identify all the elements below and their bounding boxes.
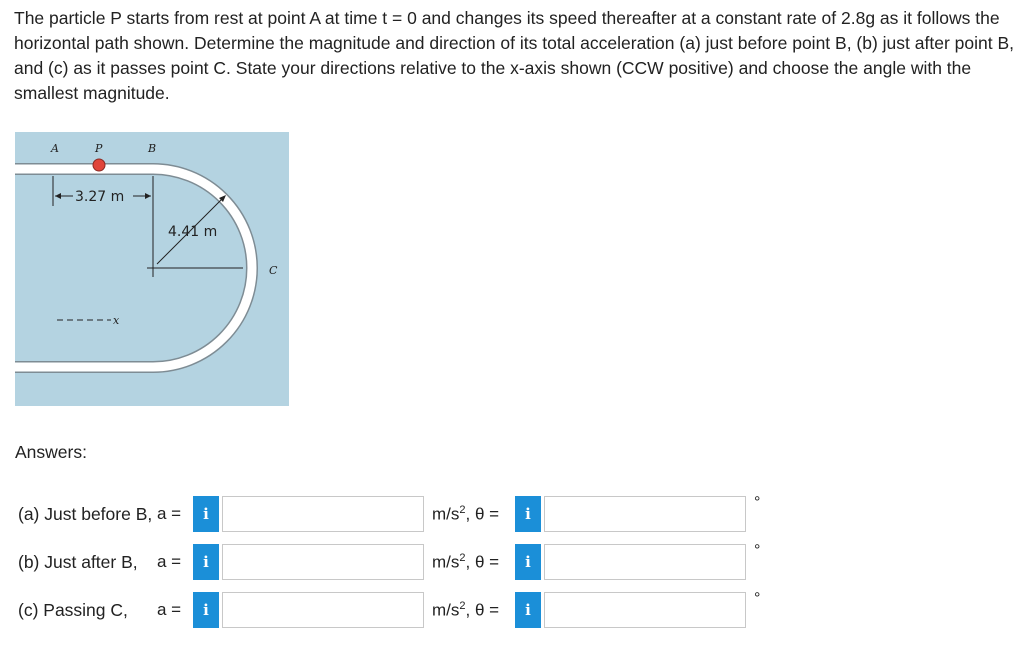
label-x-axis: x: [113, 314, 120, 327]
particle-p: [93, 159, 105, 171]
info-button[interactable]: i: [193, 544, 219, 580]
theta-input[interactable]: [544, 592, 746, 628]
label-a: A: [51, 142, 59, 155]
unit-theta-label: $m/s^2$, θ =: [432, 552, 500, 572]
label-b: B: [148, 142, 157, 155]
dimension-radius: 4.41 m: [168, 224, 218, 240]
a-equals-label: a =: [157, 552, 182, 571]
acceleration-input[interactable]: [222, 496, 424, 532]
a-equals-label: a =: [157, 504, 182, 523]
acceleration-input[interactable]: [222, 544, 424, 580]
a-equals-label: a =: [157, 600, 182, 619]
answer-row-b: [0, 542, 1024, 582]
problem-statement: The particle P starts from rest at point A at time t = 0 and changes its speed thereafter at a constant rate of 2.8g as it follows the horizontal path shown. Determine the magnitude and direction of its total acceleration (a) just before point B, (b) just after point B, and (c) as it passes point C. State your directions relative to the x-axis shown (CCW positive) and choose the angle with the smallest magnitude.: [14, 8, 1014, 103]
dimension-length: 3.27 m: [75, 189, 125, 205]
info-button[interactable]: i: [193, 496, 219, 532]
answer-row-c: [0, 590, 1024, 630]
label-c: C: [269, 264, 278, 277]
degree-symbol: °: [754, 542, 761, 559]
theta-input[interactable]: [544, 544, 746, 580]
question-label: (a) Just before B,: [18, 504, 153, 524]
answer-row-a: [0, 494, 1024, 534]
degree-symbol: °: [754, 494, 761, 511]
answers-heading: Answers:: [15, 442, 87, 462]
question-label: (b) Just after B,: [18, 552, 138, 572]
theta-input[interactable]: [544, 496, 746, 532]
info-button[interactable]: i: [193, 592, 219, 628]
info-button[interactable]: i: [515, 592, 541, 628]
acceleration-input[interactable]: [222, 592, 424, 628]
info-button[interactable]: i: [515, 496, 541, 532]
track-figure: [15, 132, 289, 406]
degree-symbol: °: [754, 590, 761, 607]
unit-theta-label: $m/s^2$, θ =: [432, 600, 500, 620]
question-label: (c) Passing C,: [18, 600, 128, 620]
info-button[interactable]: i: [515, 544, 541, 580]
unit-theta-label: $m/s^2$, θ =: [432, 504, 500, 524]
label-p: P: [95, 142, 103, 155]
